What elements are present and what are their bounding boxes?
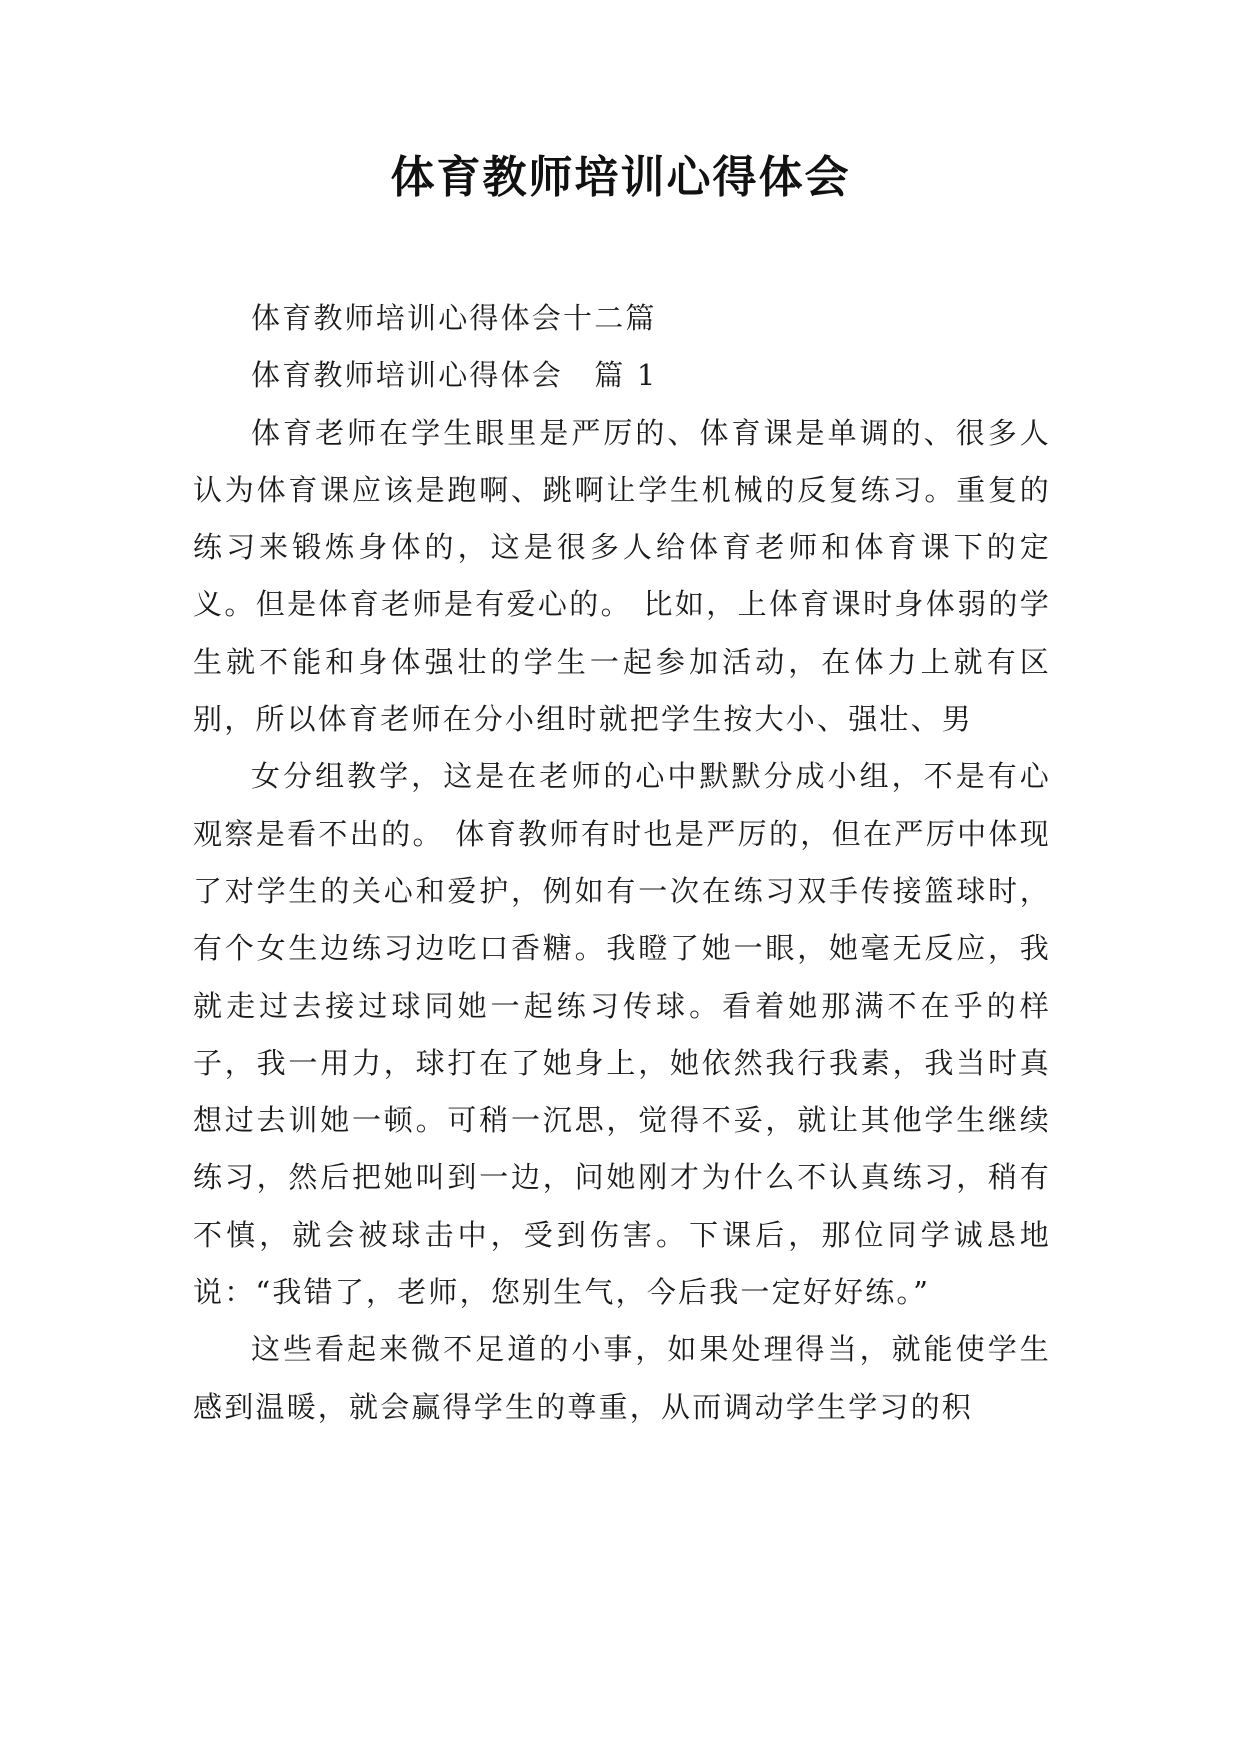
document-title: 体育教师培训心得体会	[390, 152, 851, 203]
subtitle-paragraph: 体育教师培训心得体会十二篇	[251, 301, 657, 335]
body-paragraph: 这些看起来微不足道的小事，如果处理得当，就能使学生感到温暖，就会赢得学生的尊重，从而调动学生学习的积	[193, 1332, 1051, 1424]
body-paragraph: 女分组教学，这是在老师的心中默默分成小组，不是有心观察是看不出的。 体育教师有时也是严厉的，但在严厉中体现了对学生的关心和爱护，例如有一次在练习双手传接篮球时，有个女生边练习边吃口香糖。我瞪了她一眼，她毫无反应，我就走过去接过球同她一起练习传球。看着她那满不在乎的样子，我一用力，球打在了她身上，她依然我行我素，我当时真想过去训她一顿。可稍一沉思，觉得不妥，就让其他学生继续练习，然后把她叫到一边，问她刚才为什么不认真练习，稍有不慎，就会被球击中，受到伤害。下课后，那位同学诚恳地说：“我错了，老师，您别生气，今后我一定好好练。”	[193, 759, 1051, 1310]
section-heading-paragraph: 体育教师培训心得体会 篇 1	[251, 358, 658, 393]
body-paragraph: 体育老师在学生眼里是严厉的、体育课是单调的、很多人认为体育课应该是跑啊、跳啊让学生机械的反复练习。重复的练习来锻炼身体的，这是很多人给体育老师和体育课下的定义。但是体育老师是有爱心的。 比如，上体育课时身体弱的学生就不能和身体强壮的学生一起参加活动，在体力上就有区别，所以体育老师在分小组时就把学生按大小、强壮、男	[193, 415, 1051, 737]
document-body	[193, 290, 1051, 1436]
